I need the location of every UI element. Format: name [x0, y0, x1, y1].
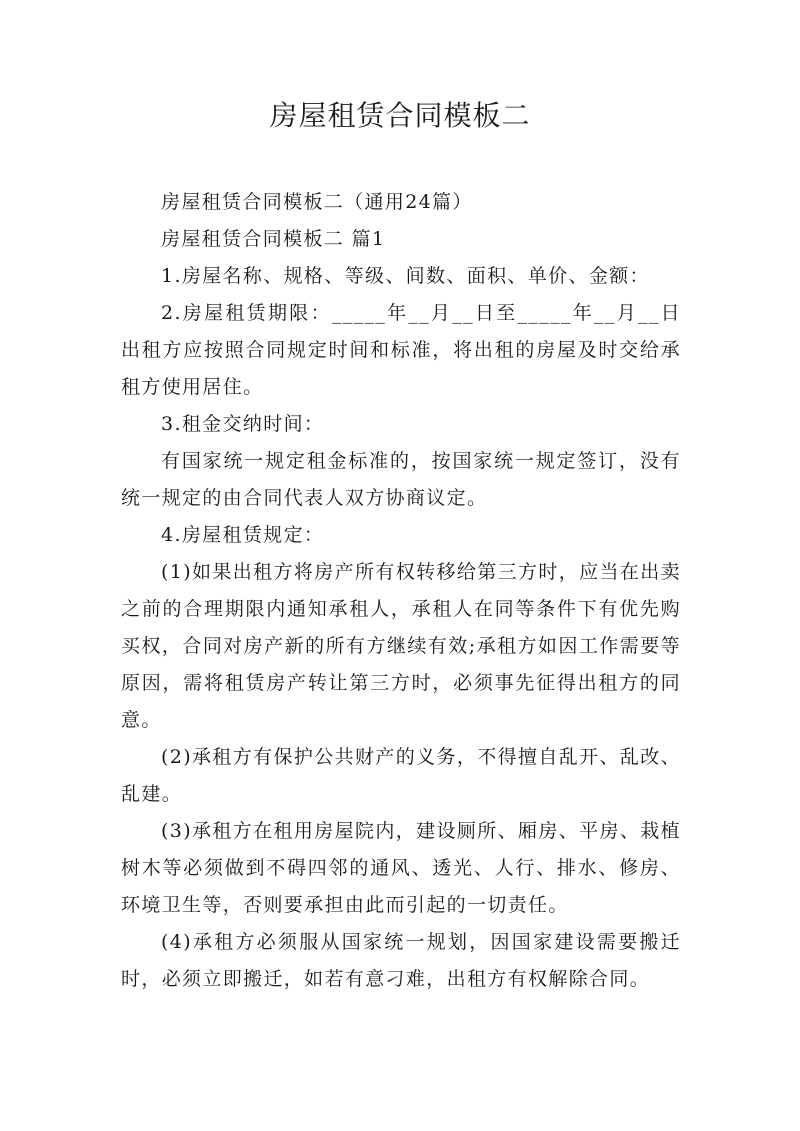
paragraph-clause-2: 2.房屋租赁期限：_____年__月__日至_____年__月__日出租方应按照合同规定时间和标准，将出租的房屋及时交给承租方使用居住。	[121, 302, 681, 398]
paragraph-clause-3-body: 有国家统一规定租金标准的，按国家统一规定签订，没有统一规定的由合同代表人双方协商议定。	[121, 450, 681, 509]
paragraph-clause-4-item-4: (4)承租方必须服从国家统一规划，因国家建设需要搬迁时，必须立即搬迁，如若有意刁难，出租方有权解除合同。	[121, 931, 681, 990]
document-body	[121, 184, 681, 998]
paragraph-section-heading: 房屋租赁合同模板二 篇1	[161, 228, 386, 250]
paragraph-clause-1: 1.房屋名称、规格、等级、间数、面积、单价、金额：	[161, 265, 650, 287]
paragraph-clause-4: 4.房屋租赁规定：	[161, 524, 325, 546]
paragraph-clause-4-item-3: (3)承租方在租用房屋院内，建设厕所、厢房、平房、栽植树木等必须做到不碍四邻的通风、透光、人行、排水、修房、环境卫生等，否则要承担由此而引起的一切责任。	[121, 820, 681, 916]
paragraph-clause-4-item-1: (1)如果出租方将房产所有权转移给第三方时，应当在出卖之前的合理期限内通知承租人，承租人在同等条件下有优先购买权，合同对房产新的所有方继续有效;承租方如因工作需要等原因，需将租赁房产转让第三方时，必须事先征得出租方的同意。	[121, 561, 681, 731]
paragraph-subtitle: 房屋租赁合同模板二（通用24篇）	[161, 191, 473, 213]
document-title: 房屋租赁合同模板二	[269, 99, 531, 132]
paragraph-clause-4-item-2: (2)承租方有保护公共财产的义务，不得擅自乱开、乱改、乱建。	[121, 746, 681, 805]
paragraph-clause-3: 3.租金交纳时间：	[161, 413, 325, 435]
